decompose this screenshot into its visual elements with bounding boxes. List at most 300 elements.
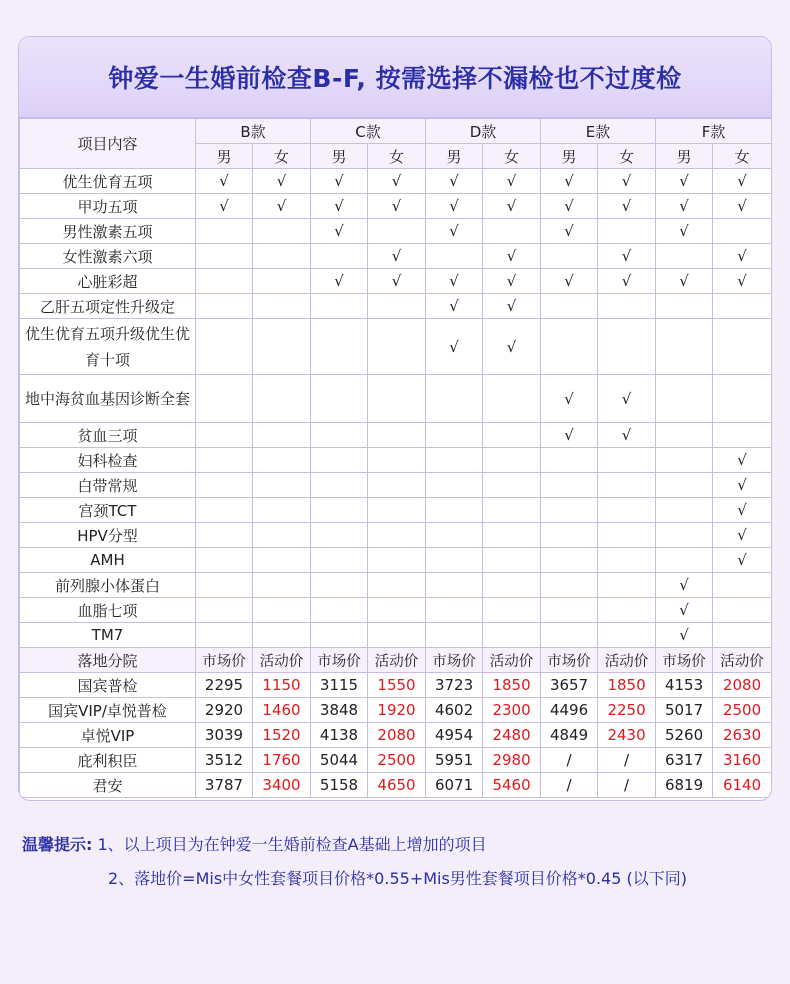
check-mark: √ <box>656 598 713 623</box>
item-name: 优生优育五项 <box>20 169 196 194</box>
empty-cell <box>311 375 368 423</box>
check-mark: √ <box>541 219 598 244</box>
items-body <box>20 169 772 648</box>
price-body <box>20 648 772 798</box>
empty-cell <box>483 523 541 548</box>
empty-cell <box>253 319 311 375</box>
empty-cell <box>541 473 598 498</box>
branch-name: 君安 <box>20 773 196 798</box>
empty-cell <box>196 219 253 244</box>
empty-cell <box>368 473 426 498</box>
empty-cell <box>426 548 483 573</box>
check-mark: √ <box>311 219 368 244</box>
table-row <box>20 473 772 498</box>
empty-cell <box>483 623 541 648</box>
promo-price: 1460 <box>253 698 311 723</box>
check-mark: √ <box>713 269 772 294</box>
check-mark: √ <box>311 194 368 219</box>
empty-cell <box>426 573 483 598</box>
empty-cell <box>713 219 772 244</box>
empty-cell <box>196 423 253 448</box>
item-name: TM7 <box>20 623 196 648</box>
price-header-row <box>20 648 772 673</box>
empty-cell <box>196 548 253 573</box>
note-text-1: 1、以上项目为在钟爱一生婚前检查A基础上增加的项目 <box>97 835 487 854</box>
empty-cell <box>196 294 253 319</box>
empty-cell <box>311 548 368 573</box>
market-price: 4138 <box>311 723 368 748</box>
check-mark: √ <box>196 194 253 219</box>
empty-cell <box>196 498 253 523</box>
table-row <box>20 269 772 294</box>
empty-cell <box>368 448 426 473</box>
empty-cell <box>368 375 426 423</box>
empty-cell <box>311 294 368 319</box>
check-mark: √ <box>656 269 713 294</box>
empty-cell <box>196 573 253 598</box>
empty-cell <box>311 319 368 375</box>
market-price: 5951 <box>426 748 483 773</box>
gender-male: 男 <box>426 144 483 169</box>
empty-cell <box>253 548 311 573</box>
market-price: 4153 <box>656 673 713 698</box>
package-label: E款 <box>541 119 656 144</box>
branch-name: 国宾VIP/卓悦普检 <box>20 698 196 723</box>
check-mark: √ <box>713 523 772 548</box>
empty-cell <box>541 294 598 319</box>
empty-cell <box>541 319 598 375</box>
empty-cell <box>196 375 253 423</box>
item-name: 妇科检查 <box>20 448 196 473</box>
gender-female: 女 <box>253 144 311 169</box>
empty-cell <box>483 375 541 423</box>
branch-row <box>20 748 772 773</box>
empty-cell <box>483 448 541 473</box>
empty-cell <box>483 548 541 573</box>
empty-cell <box>656 319 713 375</box>
check-mark: √ <box>253 169 311 194</box>
package-card <box>18 36 772 801</box>
check-mark: √ <box>311 169 368 194</box>
empty-cell <box>656 448 713 473</box>
promo-price: 1520 <box>253 723 311 748</box>
promo-price: 4650 <box>368 773 426 798</box>
check-mark: √ <box>483 194 541 219</box>
item-name: 白带常规 <box>20 473 196 498</box>
item-name: 血脂七项 <box>20 598 196 623</box>
market-price: / <box>541 748 598 773</box>
check-mark: √ <box>368 194 426 219</box>
check-mark: √ <box>483 169 541 194</box>
empty-cell <box>656 473 713 498</box>
empty-cell <box>196 473 253 498</box>
item-name: 宫颈TCT <box>20 498 196 523</box>
empty-cell <box>253 294 311 319</box>
check-mark: √ <box>713 473 772 498</box>
promo-price: 1850 <box>483 673 541 698</box>
check-mark: √ <box>541 169 598 194</box>
empty-cell <box>253 573 311 598</box>
promo-price: 3160 <box>713 748 772 773</box>
table-row <box>20 194 772 219</box>
empty-cell <box>311 623 368 648</box>
gender-female: 女 <box>713 144 772 169</box>
market-price: 3512 <box>196 748 253 773</box>
empty-cell <box>426 473 483 498</box>
promo-price-label: 活动价 <box>253 648 311 673</box>
promo-price: 2080 <box>713 673 772 698</box>
gender-female: 女 <box>368 144 426 169</box>
empty-cell <box>311 498 368 523</box>
empty-cell <box>713 294 772 319</box>
empty-cell <box>598 294 656 319</box>
empty-cell <box>253 448 311 473</box>
empty-cell <box>483 473 541 498</box>
package-label: B款 <box>196 119 311 144</box>
empty-cell <box>713 423 772 448</box>
check-mark: √ <box>368 244 426 269</box>
empty-cell <box>483 219 541 244</box>
promo-price: 2500 <box>368 748 426 773</box>
promo-price-label: 活动价 <box>368 648 426 673</box>
package-table <box>19 118 772 798</box>
table-row <box>20 448 772 473</box>
branch-header-label: 落地分院 <box>20 648 196 673</box>
promo-price: 1150 <box>253 673 311 698</box>
check-mark: √ <box>713 244 772 269</box>
check-mark: √ <box>656 573 713 598</box>
check-mark: √ <box>426 219 483 244</box>
check-mark: √ <box>656 194 713 219</box>
empty-cell <box>253 498 311 523</box>
promo-price: 2080 <box>368 723 426 748</box>
empty-cell <box>368 423 426 448</box>
empty-cell <box>368 623 426 648</box>
check-mark: √ <box>426 194 483 219</box>
check-mark: √ <box>368 269 426 294</box>
empty-cell <box>368 523 426 548</box>
table-row <box>20 548 772 573</box>
package-label: D款 <box>426 119 541 144</box>
check-mark: √ <box>713 448 772 473</box>
branch-row <box>20 773 772 798</box>
empty-cell <box>196 319 253 375</box>
branch-row <box>20 698 772 723</box>
promo-price: 6140 <box>713 773 772 798</box>
market-price: 3039 <box>196 723 253 748</box>
branch-name: 庇利积臣 <box>20 748 196 773</box>
empty-cell <box>311 598 368 623</box>
package-label: C款 <box>311 119 426 144</box>
market-price: 3657 <box>541 673 598 698</box>
check-mark: √ <box>483 294 541 319</box>
empty-cell <box>541 448 598 473</box>
market-price: 4849 <box>541 723 598 748</box>
empty-cell <box>598 523 656 548</box>
promo-price: 2300 <box>483 698 541 723</box>
empty-cell <box>541 598 598 623</box>
promo-price: 2980 <box>483 748 541 773</box>
empty-cell <box>541 623 598 648</box>
empty-cell <box>483 423 541 448</box>
table-row <box>20 319 772 375</box>
empty-cell <box>196 269 253 294</box>
notes-label: 温馨提示: <box>22 835 93 854</box>
check-mark: √ <box>713 169 772 194</box>
empty-cell <box>426 244 483 269</box>
check-mark: √ <box>656 623 713 648</box>
empty-cell <box>368 219 426 244</box>
empty-cell <box>713 319 772 375</box>
empty-cell <box>311 573 368 598</box>
empty-cell <box>196 448 253 473</box>
promo-price: 1760 <box>253 748 311 773</box>
table-row <box>20 523 772 548</box>
empty-cell <box>656 523 713 548</box>
table-row <box>20 294 772 319</box>
empty-cell <box>253 219 311 244</box>
empty-cell <box>426 423 483 448</box>
empty-cell <box>656 423 713 448</box>
table-row <box>20 598 772 623</box>
gender-male: 男 <box>196 144 253 169</box>
market-price: 3848 <box>311 698 368 723</box>
note-line-2 <box>22 862 782 896</box>
check-mark: √ <box>311 269 368 294</box>
empty-cell <box>656 375 713 423</box>
empty-cell <box>598 598 656 623</box>
item-name: 心脏彩超 <box>20 269 196 294</box>
empty-cell <box>426 523 483 548</box>
empty-cell <box>598 219 656 244</box>
check-mark: √ <box>483 319 541 375</box>
item-name: 前列腺小体蛋白 <box>20 573 196 598</box>
empty-cell <box>598 573 656 598</box>
promo-price: 1850 <box>598 673 656 698</box>
check-mark: √ <box>541 423 598 448</box>
empty-cell <box>196 598 253 623</box>
empty-cell <box>426 448 483 473</box>
note-line-1 <box>22 828 782 862</box>
market-price-label: 市场价 <box>426 648 483 673</box>
check-mark: √ <box>426 319 483 375</box>
market-price: 5017 <box>656 698 713 723</box>
market-price: 3115 <box>311 673 368 698</box>
market-price: 2920 <box>196 698 253 723</box>
page-title: 钟爱一生婚前检查B-F, 按需选择不漏检也不过度检 <box>108 64 682 93</box>
package-label: F款 <box>656 119 772 144</box>
empty-cell <box>541 244 598 269</box>
empty-cell <box>368 498 426 523</box>
market-price: 5158 <box>311 773 368 798</box>
empty-cell <box>656 548 713 573</box>
promo-price: / <box>598 773 656 798</box>
market-price: 5044 <box>311 748 368 773</box>
market-price-label: 市场价 <box>541 648 598 673</box>
promo-price: 2500 <box>713 698 772 723</box>
empty-cell <box>311 423 368 448</box>
item-name: 甲功五项 <box>20 194 196 219</box>
table-row <box>20 623 772 648</box>
market-price: / <box>541 773 598 798</box>
item-name: HPV分型 <box>20 523 196 548</box>
promo-price-label: 活动价 <box>598 648 656 673</box>
empty-cell <box>253 623 311 648</box>
empty-cell <box>483 498 541 523</box>
check-mark: √ <box>598 269 656 294</box>
market-price: 6071 <box>426 773 483 798</box>
branch-row <box>20 673 772 698</box>
empty-cell <box>311 523 368 548</box>
check-mark: √ <box>541 194 598 219</box>
empty-cell <box>656 294 713 319</box>
gender-male: 男 <box>656 144 713 169</box>
item-name: 贫血三项 <box>20 423 196 448</box>
branch-name: 卓悦VIP <box>20 723 196 748</box>
empty-cell <box>196 523 253 548</box>
check-mark: √ <box>598 423 656 448</box>
item-name: 地中海贫血基因诊断全套 <box>20 375 196 423</box>
promo-price: 2480 <box>483 723 541 748</box>
check-mark: √ <box>598 375 656 423</box>
empty-cell <box>483 598 541 623</box>
check-mark: √ <box>541 375 598 423</box>
check-mark: √ <box>713 548 772 573</box>
check-mark: √ <box>656 169 713 194</box>
check-mark: √ <box>598 194 656 219</box>
promo-price: 1920 <box>368 698 426 723</box>
promo-price: 5460 <box>483 773 541 798</box>
notes <box>22 828 782 896</box>
promo-price: 1550 <box>368 673 426 698</box>
market-price: 4954 <box>426 723 483 748</box>
empty-cell <box>426 598 483 623</box>
empty-cell <box>253 473 311 498</box>
empty-cell <box>253 523 311 548</box>
title-bar <box>19 37 771 118</box>
table-row <box>20 573 772 598</box>
empty-cell <box>541 523 598 548</box>
check-mark: √ <box>196 169 253 194</box>
empty-cell <box>598 448 656 473</box>
item-name: 优生优育五项升级优生优育十项 <box>20 319 196 375</box>
empty-cell <box>598 498 656 523</box>
empty-cell <box>253 423 311 448</box>
empty-cell <box>713 598 772 623</box>
empty-cell <box>426 375 483 423</box>
table-row <box>20 423 772 448</box>
empty-cell <box>598 623 656 648</box>
empty-cell <box>368 294 426 319</box>
gender-female: 女 <box>483 144 541 169</box>
market-price: 3723 <box>426 673 483 698</box>
table-row <box>20 244 772 269</box>
market-price-label: 市场价 <box>656 648 713 673</box>
empty-cell <box>598 548 656 573</box>
check-mark: √ <box>483 269 541 294</box>
promo-price: 2630 <box>713 723 772 748</box>
promo-price-label: 活动价 <box>713 648 772 673</box>
check-mark: √ <box>656 219 713 244</box>
gender-female: 女 <box>598 144 656 169</box>
empty-cell <box>253 375 311 423</box>
empty-cell <box>426 623 483 648</box>
market-price: 4602 <box>426 698 483 723</box>
promo-price: 2250 <box>598 698 656 723</box>
market-price: 3787 <box>196 773 253 798</box>
item-name: 男性激素五项 <box>20 219 196 244</box>
promo-price-label: 活动价 <box>483 648 541 673</box>
branch-name: 国宾普检 <box>20 673 196 698</box>
empty-cell <box>311 244 368 269</box>
check-mark: √ <box>426 294 483 319</box>
empty-cell <box>311 448 368 473</box>
check-mark: √ <box>426 269 483 294</box>
table-row <box>20 219 772 244</box>
empty-cell <box>196 244 253 269</box>
empty-cell <box>368 598 426 623</box>
empty-cell <box>713 573 772 598</box>
empty-cell <box>656 498 713 523</box>
item-name: 乙肝五项定性升级定 <box>20 294 196 319</box>
check-mark: √ <box>541 269 598 294</box>
note-text-2: 2、落地价=Mis中女性套餐项目价格*0.55+Mis男性套餐项目价格*0.45 (以下同) <box>108 869 687 888</box>
market-price: 2295 <box>196 673 253 698</box>
market-price-label: 市场价 <box>311 648 368 673</box>
table-row <box>20 498 772 523</box>
package-header-row <box>20 119 772 144</box>
market-price: 6819 <box>656 773 713 798</box>
table-row <box>20 375 772 423</box>
market-price: 6317 <box>656 748 713 773</box>
item-name: 女性激素六项 <box>20 244 196 269</box>
empty-cell <box>426 498 483 523</box>
check-mark: √ <box>426 169 483 194</box>
empty-cell <box>253 598 311 623</box>
empty-cell <box>598 473 656 498</box>
gender-male: 男 <box>311 144 368 169</box>
empty-cell <box>196 623 253 648</box>
check-mark: √ <box>598 244 656 269</box>
check-mark: √ <box>483 244 541 269</box>
market-price: 4496 <box>541 698 598 723</box>
market-price: 5260 <box>656 723 713 748</box>
empty-cell <box>253 269 311 294</box>
empty-cell <box>483 573 541 598</box>
empty-cell <box>713 375 772 423</box>
item-name: AMH <box>20 548 196 573</box>
empty-cell <box>598 319 656 375</box>
empty-cell <box>541 573 598 598</box>
corner-label: 项目内容 <box>20 119 196 169</box>
promo-price: 3400 <box>253 773 311 798</box>
check-mark: √ <box>713 498 772 523</box>
empty-cell <box>656 244 713 269</box>
branch-row <box>20 723 772 748</box>
promo-price: / <box>598 748 656 773</box>
check-mark: √ <box>253 194 311 219</box>
empty-cell <box>713 623 772 648</box>
empty-cell <box>541 498 598 523</box>
empty-cell <box>541 548 598 573</box>
check-mark: √ <box>598 169 656 194</box>
market-price-label: 市场价 <box>196 648 253 673</box>
gender-male: 男 <box>541 144 598 169</box>
empty-cell <box>253 244 311 269</box>
empty-cell <box>311 473 368 498</box>
empty-cell <box>368 548 426 573</box>
empty-cell <box>368 573 426 598</box>
